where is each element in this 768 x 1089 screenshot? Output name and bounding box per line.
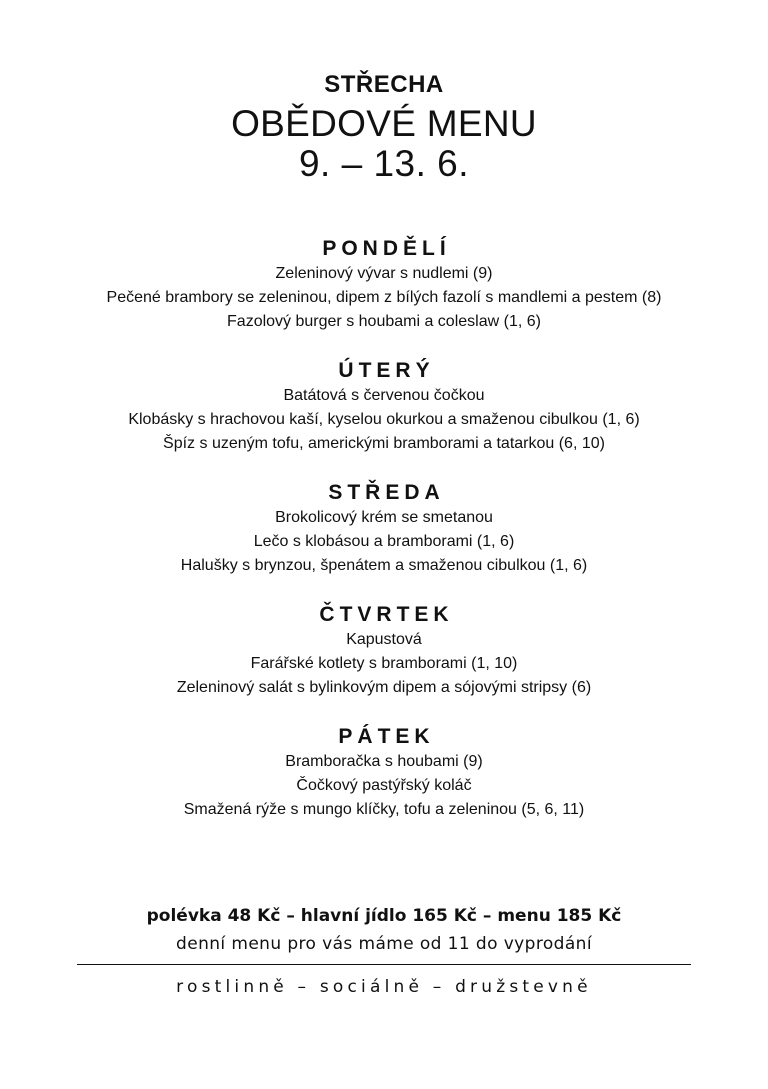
brand-name: STŘECHA (324, 71, 444, 98)
slogan: rostlinně – sociálně – družstevně (176, 977, 592, 997)
dish-soup: Brokolicový krém se smetanou (275, 509, 493, 526)
dish-soup: Batátová s červenou čočkou (283, 387, 485, 404)
day-name: PONDĚLÍ (322, 237, 451, 260)
menu-footer (0, 902, 768, 1001)
dish-main-2: Špíz s uzeným tofu, americkými bramborami a tatarkou (6, 10) (163, 435, 605, 452)
days-list (0, 236, 768, 846)
day-tuesday (0, 358, 768, 456)
dish-soup: Zeleninový vývar s nudlemi (9) (275, 265, 493, 282)
dish-main-1: Pečené brambory se zeleninou, dipem z bílých fazolí s mandlemi a pestem (8) (106, 289, 662, 306)
dish-main-1: Čočkový pastýřský koláč (296, 777, 472, 794)
dish-main-2: Halušky s brynzou, špenátem a smaženou cibulkou (1, 6) (180, 557, 588, 574)
dish-main-1: Lečo s klobásou a bramborami (1, 6) (253, 533, 515, 550)
day-name: STŘEDA (328, 481, 445, 504)
day-wednesday (0, 480, 768, 578)
day-name: ÚTERÝ (338, 359, 435, 382)
dish-main-2: Smažená rýže s mungo klíčky, tofu a zeleninou (5, 6, 11) (183, 801, 585, 818)
dish-main-2: Fazolový burger s houbami a coleslaw (1, 6) (227, 313, 541, 330)
day-thursday (0, 602, 768, 700)
dish-soup: Bramboračka s houbami (9) (285, 753, 483, 770)
dish-soup: Kapustová (346, 631, 422, 648)
dish-main-1: Klobásky s hrachovou kaší, kyselou okurkou a smaženou cibulkou (1, 6) (128, 411, 640, 428)
divider (77, 964, 691, 965)
availability-note: denní menu pro vás máme od 11 do vyprodání (176, 934, 592, 954)
day-name: ČTVRTEK (319, 603, 454, 626)
dish-main-2: Zeleninový salát s bylinkovým dipem a sójovými stripsy (6) (176, 679, 592, 696)
menu-header (0, 70, 768, 184)
dish-main-1: Farářské kotlety s bramborami (1, 10) (250, 655, 518, 672)
day-monday (0, 236, 768, 334)
day-name: PÁTEK (338, 725, 435, 748)
menu-dates: 9. – 13. 6. (298, 143, 470, 184)
menu-title: OBĚDOVÉ MENU (231, 103, 537, 144)
price-list: polévka 48 Kč – hlavní jídlo 165 Kč – menu 185 Kč (146, 906, 622, 926)
day-friday (0, 724, 768, 822)
